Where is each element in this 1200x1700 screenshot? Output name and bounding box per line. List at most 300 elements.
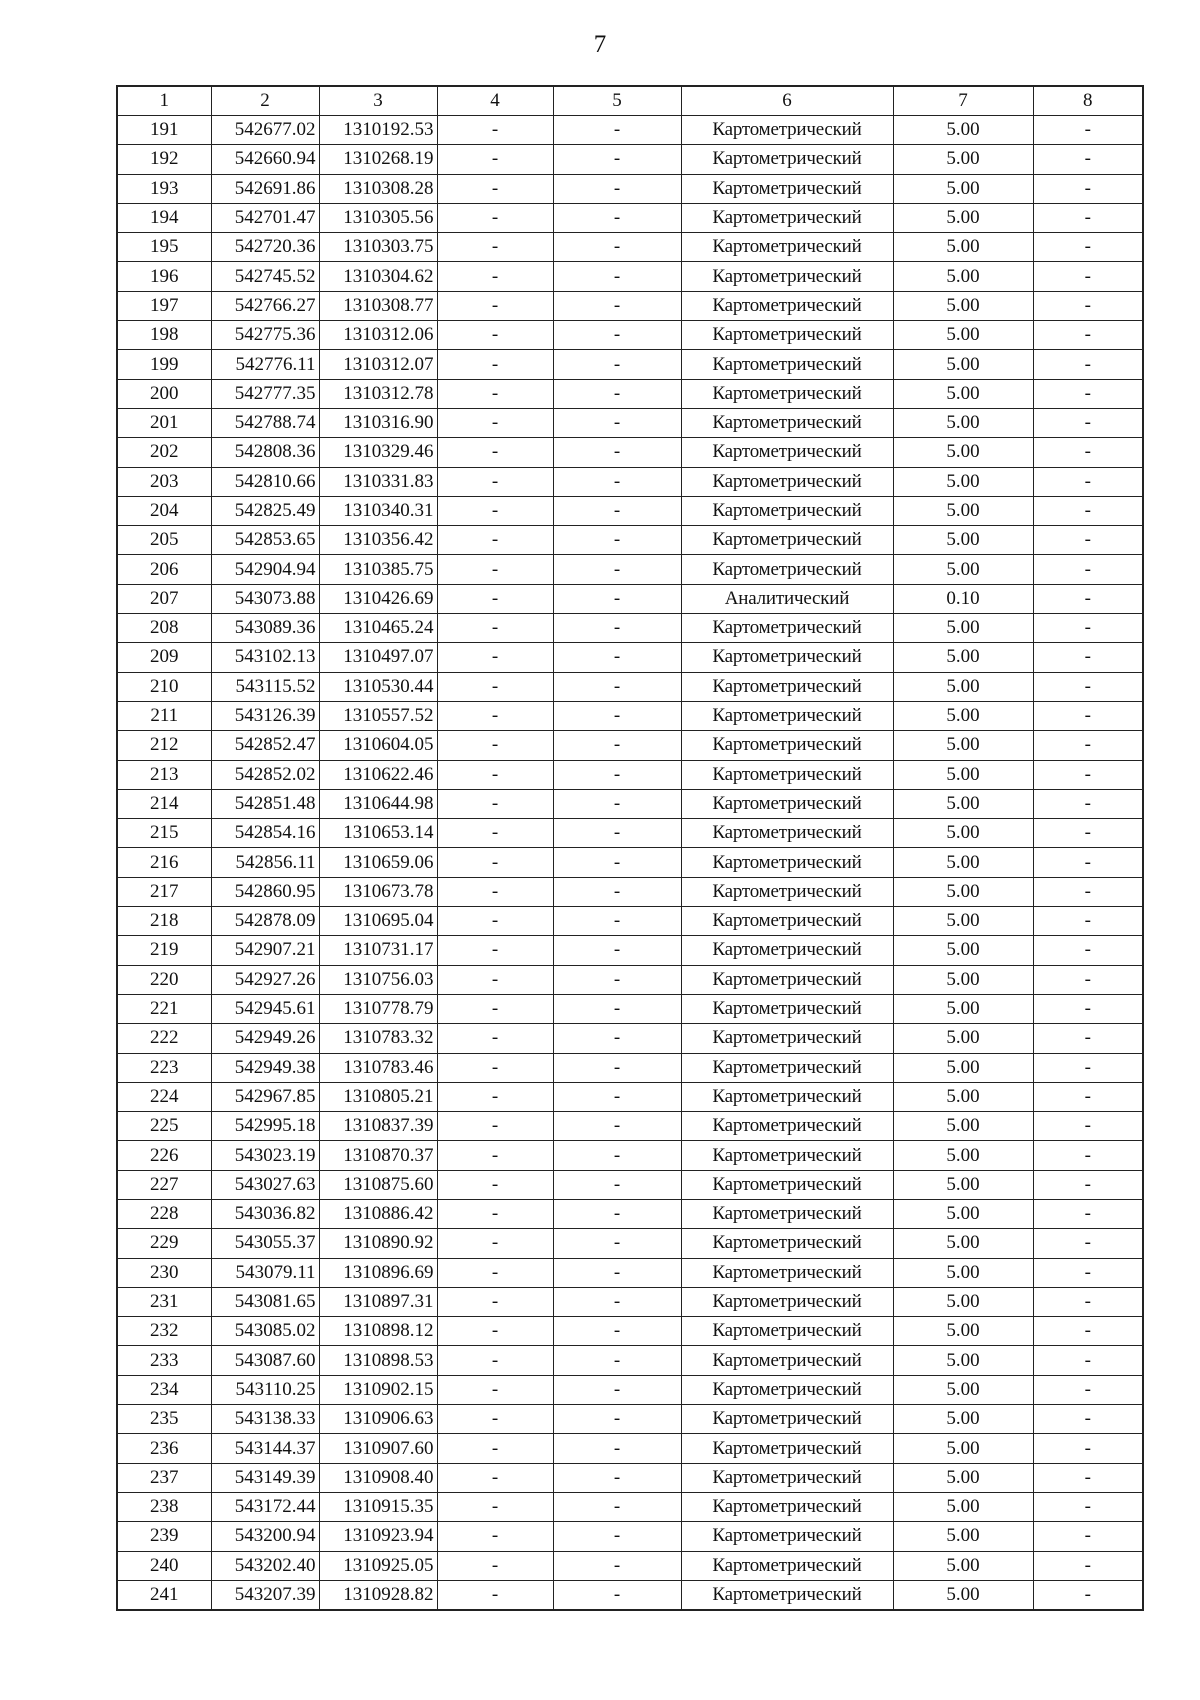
col-8-value-cell: -: [1033, 1375, 1143, 1404]
col-8-value-cell: -: [1033, 1112, 1143, 1141]
table-row: [117, 1082, 1143, 1111]
col-5-value-cell: -: [553, 994, 681, 1023]
point-number-cell: 209: [117, 643, 211, 672]
table-row: [117, 291, 1143, 320]
col-4-value-cell: -: [437, 614, 553, 643]
x-coordinate-cell: 543081.65: [211, 1287, 319, 1316]
accuracy-cell: 5.00: [893, 672, 1033, 701]
accuracy-cell: 5.00: [893, 1258, 1033, 1287]
accuracy-cell: 5.00: [893, 438, 1033, 467]
accuracy-cell: 5.00: [893, 116, 1033, 145]
col-5-value-cell: -: [553, 701, 681, 730]
table-row: [117, 819, 1143, 848]
col-4-value-cell: -: [437, 1229, 553, 1258]
point-number-cell: 205: [117, 526, 211, 555]
y-coordinate-cell: 1310385.75: [319, 555, 437, 584]
y-coordinate-cell: 1310356.42: [319, 526, 437, 555]
point-number-cell: 239: [117, 1522, 211, 1551]
col-5-value-cell: -: [553, 1258, 681, 1287]
table-row: [117, 1229, 1143, 1258]
y-coordinate-cell: 1310329.46: [319, 438, 437, 467]
table-row: [117, 1112, 1143, 1141]
col-4-value-cell: -: [437, 1199, 553, 1228]
y-coordinate-cell: 1310923.94: [319, 1522, 437, 1551]
y-coordinate-cell: 1310731.17: [319, 936, 437, 965]
table-row: [117, 174, 1143, 203]
table-row: [117, 496, 1143, 525]
x-coordinate-cell: 543144.37: [211, 1434, 319, 1463]
x-coordinate-cell: 543085.02: [211, 1317, 319, 1346]
point-number-cell: 221: [117, 994, 211, 1023]
point-number-cell: 218: [117, 907, 211, 936]
point-number-cell: 226: [117, 1141, 211, 1170]
accuracy-cell: 5.00: [893, 994, 1033, 1023]
column-header-2: 2: [211, 86, 319, 116]
col-4-value-cell: -: [437, 1112, 553, 1141]
col-4-value-cell: -: [437, 789, 553, 818]
col-5-value-cell: -: [553, 1463, 681, 1492]
accuracy-cell: 5.00: [893, 321, 1033, 350]
x-coordinate-cell: 542904.94: [211, 555, 319, 584]
y-coordinate-cell: 1310907.60: [319, 1434, 437, 1463]
col-8-value-cell: -: [1033, 233, 1143, 262]
col-5-value-cell: -: [553, 1551, 681, 1580]
col-8-value-cell: -: [1033, 1405, 1143, 1434]
col-5-value-cell: -: [553, 408, 681, 437]
accuracy-cell: 5.00: [893, 1405, 1033, 1434]
col-5-value-cell: -: [553, 1053, 681, 1082]
col-5-value-cell: -: [553, 467, 681, 496]
method-cell: Картометрический: [681, 877, 893, 906]
col-8-value-cell: -: [1033, 643, 1143, 672]
x-coordinate-cell: 542745.52: [211, 262, 319, 291]
col-4-value-cell: -: [437, 1492, 553, 1521]
col-5-value-cell: -: [553, 1024, 681, 1053]
y-coordinate-cell: 1310928.82: [319, 1580, 437, 1610]
x-coordinate-cell: 542775.36: [211, 321, 319, 350]
point-number-cell: 229: [117, 1229, 211, 1258]
col-4-value-cell: -: [437, 1024, 553, 1053]
table-header-row: [117, 86, 1143, 116]
accuracy-cell: 5.00: [893, 819, 1033, 848]
col-5-value-cell: -: [553, 350, 681, 379]
method-cell: Картометрический: [681, 379, 893, 408]
method-cell: Картометрический: [681, 672, 893, 701]
x-coordinate-cell: 543200.94: [211, 1522, 319, 1551]
y-coordinate-cell: 1310604.05: [319, 731, 437, 760]
accuracy-cell: 5.00: [893, 1287, 1033, 1316]
x-coordinate-cell: 543055.37: [211, 1229, 319, 1258]
y-coordinate-cell: 1310303.75: [319, 233, 437, 262]
col-8-value-cell: -: [1033, 1170, 1143, 1199]
y-coordinate-cell: 1310673.78: [319, 877, 437, 906]
point-number-cell: 224: [117, 1082, 211, 1111]
col-5-value-cell: -: [553, 379, 681, 408]
accuracy-cell: 5.00: [893, 1229, 1033, 1258]
table-row: [117, 408, 1143, 437]
col-8-value-cell: -: [1033, 496, 1143, 525]
accuracy-cell: 5.00: [893, 408, 1033, 437]
col-8-value-cell: -: [1033, 203, 1143, 232]
col-4-value-cell: -: [437, 496, 553, 525]
accuracy-cell: 5.00: [893, 1375, 1033, 1404]
accuracy-cell: 5.00: [893, 1580, 1033, 1610]
point-number-cell: 198: [117, 321, 211, 350]
point-number-cell: 201: [117, 408, 211, 437]
point-number-cell: 214: [117, 789, 211, 818]
col-4-value-cell: -: [437, 1551, 553, 1580]
accuracy-cell: 5.00: [893, 760, 1033, 789]
col-5-value-cell: -: [553, 1229, 681, 1258]
x-coordinate-cell: 543138.33: [211, 1405, 319, 1434]
table-row: [117, 994, 1143, 1023]
accuracy-cell: 5.00: [893, 1522, 1033, 1551]
y-coordinate-cell: 1310925.05: [319, 1551, 437, 1580]
x-coordinate-cell: 543207.39: [211, 1580, 319, 1610]
col-8-value-cell: -: [1033, 1492, 1143, 1521]
x-coordinate-cell: 542856.11: [211, 848, 319, 877]
col-4-value-cell: -: [437, 994, 553, 1023]
col-5-value-cell: -: [553, 643, 681, 672]
x-coordinate-cell: 543102.13: [211, 643, 319, 672]
method-cell: Картометрический: [681, 789, 893, 818]
col-4-value-cell: -: [437, 291, 553, 320]
method-cell: Картометрический: [681, 1170, 893, 1199]
col-5-value-cell: -: [553, 321, 681, 350]
method-cell: Картометрический: [681, 1082, 893, 1111]
y-coordinate-cell: 1310426.69: [319, 584, 437, 613]
table-row: [117, 614, 1143, 643]
table-row: [117, 116, 1143, 145]
x-coordinate-cell: 542927.26: [211, 965, 319, 994]
col-8-value-cell: -: [1033, 408, 1143, 437]
accuracy-cell: 5.00: [893, 789, 1033, 818]
accuracy-cell: 5.00: [893, 526, 1033, 555]
table-row: [117, 1287, 1143, 1316]
point-number-cell: 234: [117, 1375, 211, 1404]
method-cell: Картометрический: [681, 1053, 893, 1082]
table-row: [117, 262, 1143, 291]
col-5-value-cell: -: [553, 1580, 681, 1610]
col-4-value-cell: -: [437, 1053, 553, 1082]
y-coordinate-cell: 1310756.03: [319, 965, 437, 994]
method-cell: Картометрический: [681, 291, 893, 320]
point-number-cell: 192: [117, 145, 211, 174]
x-coordinate-cell: 542691.86: [211, 174, 319, 203]
table-row: [117, 321, 1143, 350]
col-4-value-cell: -: [437, 1522, 553, 1551]
col-4-value-cell: -: [437, 526, 553, 555]
x-coordinate-cell: 543079.11: [211, 1258, 319, 1287]
y-coordinate-cell: 1310897.31: [319, 1287, 437, 1316]
method-cell: Картометрический: [681, 701, 893, 730]
col-5-value-cell: -: [553, 848, 681, 877]
point-number-cell: 207: [117, 584, 211, 613]
point-number-cell: 232: [117, 1317, 211, 1346]
y-coordinate-cell: 1310530.44: [319, 672, 437, 701]
column-header-8: 8: [1033, 86, 1143, 116]
y-coordinate-cell: 1310783.32: [319, 1024, 437, 1053]
col-8-value-cell: -: [1033, 321, 1143, 350]
table-row: [117, 526, 1143, 555]
x-coordinate-cell: 542776.11: [211, 350, 319, 379]
col-4-value-cell: -: [437, 262, 553, 291]
col-5-value-cell: -: [553, 1346, 681, 1375]
col-8-value-cell: -: [1033, 789, 1143, 818]
accuracy-cell: 5.00: [893, 145, 1033, 174]
accuracy-cell: 5.00: [893, 1053, 1033, 1082]
y-coordinate-cell: 1310896.69: [319, 1258, 437, 1287]
point-number-cell: 208: [117, 614, 211, 643]
point-number-cell: 231: [117, 1287, 211, 1316]
method-cell: Картометрический: [681, 1375, 893, 1404]
point-number-cell: 199: [117, 350, 211, 379]
col-8-value-cell: -: [1033, 731, 1143, 760]
point-number-cell: 216: [117, 848, 211, 877]
col-4-value-cell: -: [437, 1170, 553, 1199]
method-cell: Картометрический: [681, 496, 893, 525]
column-header-7: 7: [893, 86, 1033, 116]
x-coordinate-cell: 542949.26: [211, 1024, 319, 1053]
col-4-value-cell: -: [437, 1287, 553, 1316]
table-row: [117, 760, 1143, 789]
y-coordinate-cell: 1310308.28: [319, 174, 437, 203]
col-5-value-cell: -: [553, 672, 681, 701]
point-number-cell: 195: [117, 233, 211, 262]
col-8-value-cell: -: [1033, 1229, 1143, 1258]
col-8-value-cell: -: [1033, 1053, 1143, 1082]
y-coordinate-cell: 1310695.04: [319, 907, 437, 936]
point-number-cell: 235: [117, 1405, 211, 1434]
y-coordinate-cell: 1310783.46: [319, 1053, 437, 1082]
x-coordinate-cell: 542852.02: [211, 760, 319, 789]
x-coordinate-cell: 543036.82: [211, 1199, 319, 1228]
point-number-cell: 228: [117, 1199, 211, 1228]
method-cell: Картометрический: [681, 907, 893, 936]
point-number-cell: 237: [117, 1463, 211, 1492]
y-coordinate-cell: 1310915.35: [319, 1492, 437, 1521]
col-5-value-cell: -: [553, 145, 681, 174]
col-4-value-cell: -: [437, 1463, 553, 1492]
col-4-value-cell: -: [437, 1405, 553, 1434]
y-coordinate-cell: 1310659.06: [319, 848, 437, 877]
col-5-value-cell: -: [553, 526, 681, 555]
method-cell: Картометрический: [681, 1317, 893, 1346]
method-cell: Картометрический: [681, 174, 893, 203]
table-row: [117, 350, 1143, 379]
col-4-value-cell: -: [437, 1317, 553, 1346]
x-coordinate-cell: 543087.60: [211, 1346, 319, 1375]
col-5-value-cell: -: [553, 1082, 681, 1111]
method-cell: Картометрический: [681, 1024, 893, 1053]
col-8-value-cell: -: [1033, 291, 1143, 320]
x-coordinate-cell: 542677.02: [211, 116, 319, 145]
col-5-value-cell: -: [553, 614, 681, 643]
accuracy-cell: 5.00: [893, 1463, 1033, 1492]
table-row: [117, 1141, 1143, 1170]
x-coordinate-cell: 543073.88: [211, 584, 319, 613]
table-row: [117, 701, 1143, 730]
col-4-value-cell: -: [437, 584, 553, 613]
col-5-value-cell: -: [553, 1141, 681, 1170]
col-8-value-cell: -: [1033, 877, 1143, 906]
col-4-value-cell: -: [437, 877, 553, 906]
table-row: [117, 145, 1143, 174]
accuracy-cell: 5.00: [893, 614, 1033, 643]
col-8-value-cell: -: [1033, 907, 1143, 936]
col-8-value-cell: -: [1033, 1199, 1143, 1228]
col-4-value-cell: -: [437, 555, 553, 584]
x-coordinate-cell: 542878.09: [211, 907, 319, 936]
col-5-value-cell: -: [553, 731, 681, 760]
point-number-cell: 200: [117, 379, 211, 408]
x-coordinate-cell: 542808.36: [211, 438, 319, 467]
col-4-value-cell: -: [437, 701, 553, 730]
method-cell: Картометрический: [681, 1434, 893, 1463]
col-4-value-cell: -: [437, 408, 553, 437]
x-coordinate-cell: 542660.94: [211, 145, 319, 174]
col-5-value-cell: -: [553, 1434, 681, 1463]
col-5-value-cell: -: [553, 1199, 681, 1228]
col-8-value-cell: -: [1033, 994, 1143, 1023]
table-row: [117, 848, 1143, 877]
method-cell: Картометрический: [681, 145, 893, 174]
method-cell: Картометрический: [681, 262, 893, 291]
table-row: [117, 379, 1143, 408]
col-8-value-cell: -: [1033, 1434, 1143, 1463]
col-5-value-cell: -: [553, 174, 681, 203]
col-8-value-cell: -: [1033, 1522, 1143, 1551]
accuracy-cell: 5.00: [893, 731, 1033, 760]
accuracy-cell: 5.00: [893, 701, 1033, 730]
x-coordinate-cell: 543202.40: [211, 1551, 319, 1580]
col-4-value-cell: -: [437, 936, 553, 965]
table-row: [117, 1199, 1143, 1228]
col-8-value-cell: -: [1033, 555, 1143, 584]
accuracy-cell: 5.00: [893, 1112, 1033, 1141]
table-row: [117, 643, 1143, 672]
col-5-value-cell: -: [553, 1287, 681, 1316]
method-cell: Картометрический: [681, 1141, 893, 1170]
y-coordinate-cell: 1310622.46: [319, 760, 437, 789]
col-5-value-cell: -: [553, 584, 681, 613]
col-8-value-cell: -: [1033, 526, 1143, 555]
col-4-value-cell: -: [437, 965, 553, 994]
accuracy-cell: 5.00: [893, 291, 1033, 320]
col-8-value-cell: -: [1033, 1580, 1143, 1610]
table-row: [117, 936, 1143, 965]
point-number-cell: 196: [117, 262, 211, 291]
point-number-cell: 206: [117, 555, 211, 584]
col-4-value-cell: -: [437, 1434, 553, 1463]
table-row: [117, 1463, 1143, 1492]
point-number-cell: 230: [117, 1258, 211, 1287]
method-cell: Картометрический: [681, 1346, 893, 1375]
point-number-cell: 204: [117, 496, 211, 525]
table-row: [117, 731, 1143, 760]
point-number-cell: 222: [117, 1024, 211, 1053]
col-4-value-cell: -: [437, 1141, 553, 1170]
table-body: [117, 116, 1143, 1611]
accuracy-cell: 5.00: [893, 496, 1033, 525]
method-cell: Картометрический: [681, 233, 893, 262]
column-header-6: 6: [681, 86, 893, 116]
x-coordinate-cell: 542945.61: [211, 994, 319, 1023]
accuracy-cell: 5.00: [893, 203, 1033, 232]
x-coordinate-cell: 543027.63: [211, 1170, 319, 1199]
accuracy-cell: 5.00: [893, 555, 1033, 584]
table-row: [117, 1405, 1143, 1434]
x-coordinate-cell: 542995.18: [211, 1112, 319, 1141]
col-4-value-cell: -: [437, 1082, 553, 1111]
method-cell: Картометрический: [681, 614, 893, 643]
col-8-value-cell: -: [1033, 1082, 1143, 1111]
col-8-value-cell: -: [1033, 174, 1143, 203]
col-4-value-cell: -: [437, 174, 553, 203]
col-5-value-cell: -: [553, 965, 681, 994]
col-4-value-cell: -: [437, 731, 553, 760]
col-5-value-cell: -: [553, 907, 681, 936]
col-4-value-cell: -: [437, 467, 553, 496]
accuracy-cell: 5.00: [893, 965, 1033, 994]
method-cell: Картометрический: [681, 350, 893, 379]
col-5-value-cell: -: [553, 789, 681, 818]
method-cell: Картометрический: [681, 848, 893, 877]
y-coordinate-cell: 1310906.63: [319, 1405, 437, 1434]
table-row: [117, 877, 1143, 906]
method-cell: Картометрический: [681, 994, 893, 1023]
table-row: [117, 907, 1143, 936]
x-coordinate-cell: 542825.49: [211, 496, 319, 525]
x-coordinate-cell: 542853.65: [211, 526, 319, 555]
accuracy-cell: 5.00: [893, 1317, 1033, 1346]
col-5-value-cell: -: [553, 1522, 681, 1551]
col-4-value-cell: -: [437, 321, 553, 350]
col-5-value-cell: -: [553, 936, 681, 965]
table-row: [117, 203, 1143, 232]
x-coordinate-cell: 542854.16: [211, 819, 319, 848]
point-number-cell: 219: [117, 936, 211, 965]
col-5-value-cell: -: [553, 1170, 681, 1199]
accuracy-cell: 5.00: [893, 907, 1033, 936]
col-4-value-cell: -: [437, 1375, 553, 1404]
method-cell: Картометрический: [681, 526, 893, 555]
point-number-cell: 203: [117, 467, 211, 496]
method-cell: Картометрический: [681, 1199, 893, 1228]
x-coordinate-cell: 542852.47: [211, 731, 319, 760]
y-coordinate-cell: 1310465.24: [319, 614, 437, 643]
point-number-cell: 212: [117, 731, 211, 760]
method-cell: Картометрический: [681, 438, 893, 467]
y-coordinate-cell: 1310890.92: [319, 1229, 437, 1258]
col-8-value-cell: -: [1033, 936, 1143, 965]
point-number-cell: 210: [117, 672, 211, 701]
y-coordinate-cell: 1310644.98: [319, 789, 437, 818]
accuracy-cell: 5.00: [893, 350, 1033, 379]
y-coordinate-cell: 1310305.56: [319, 203, 437, 232]
method-cell: Картометрический: [681, 1258, 893, 1287]
method-cell: Картометрический: [681, 203, 893, 232]
y-coordinate-cell: 1310778.79: [319, 994, 437, 1023]
point-number-cell: 191: [117, 116, 211, 145]
col-4-value-cell: -: [437, 1346, 553, 1375]
x-coordinate-cell: 543110.25: [211, 1375, 319, 1404]
point-number-cell: 220: [117, 965, 211, 994]
column-header-3: 3: [319, 86, 437, 116]
x-coordinate-cell: 543115.52: [211, 672, 319, 701]
col-8-value-cell: -: [1033, 262, 1143, 291]
y-coordinate-cell: 1310497.07: [319, 643, 437, 672]
